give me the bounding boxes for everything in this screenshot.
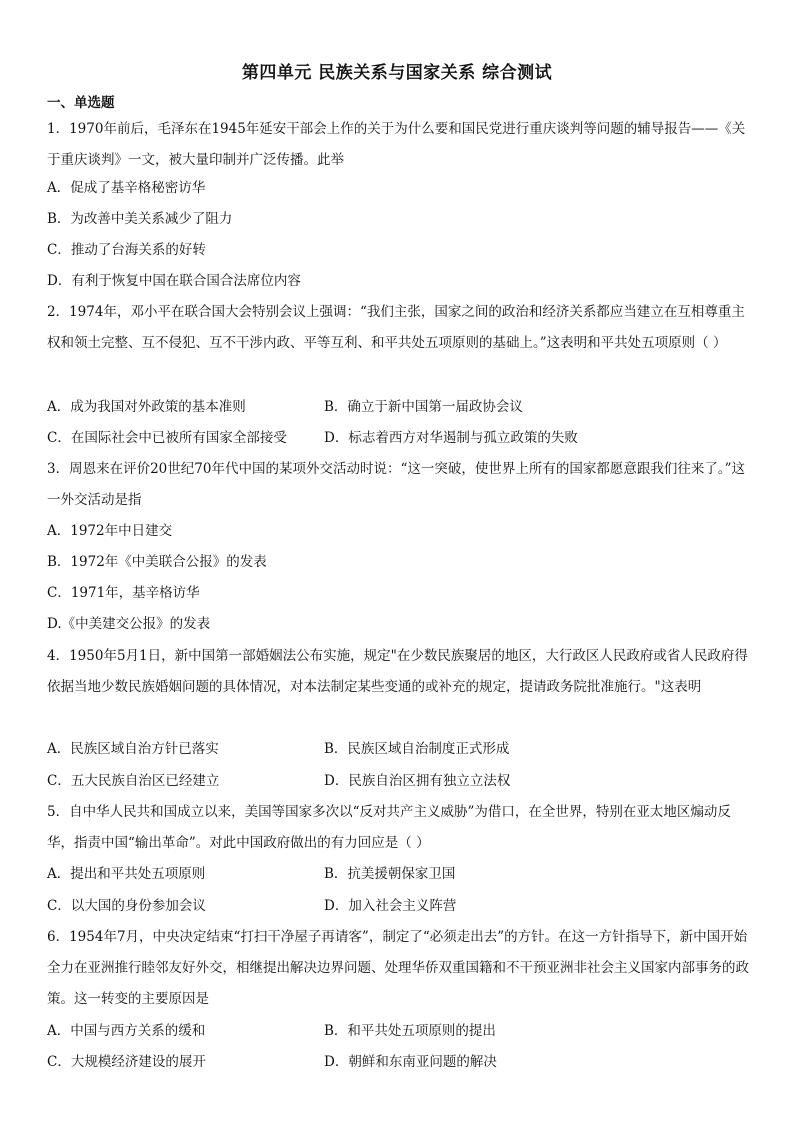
- page-title: 第四单元 民族关系与国家关系 综合测试: [241, 63, 553, 83]
- question-4-option-b: B．民族区域自治制度正式形成: [324, 741, 510, 757]
- question-3-stem: 3．周恩来在评价20世纪70年代中国的某项外交活动时说：“这一突破，使世界上所有的国家都愿意跟我们往来了。”这一外交活动是指: [47, 461, 745, 508]
- question-6-option-a: A．中国与西方关系的缓和: [47, 1023, 206, 1039]
- question-3-option-a: A．1972年中日建交: [47, 523, 173, 539]
- question-1-option-d: D．有利于恢复中国在联合国合法席位内容: [47, 273, 301, 289]
- question-1-option-b: B．为改善中美关系减少了阻力: [47, 211, 233, 227]
- question-3-option-c: C．1971年，基辛格访华: [47, 585, 200, 601]
- question-5-option-c: C．以大国的身份参加会议: [47, 898, 206, 914]
- question-3-option-b: B．1972年《中美联合公报》的发表: [47, 554, 267, 570]
- question-2-option-b: B．确立于新中国第一届政协会议: [324, 399, 523, 415]
- question-6-option-c: C．大规模经济建设的展开: [47, 1054, 206, 1070]
- question-6-option-b: B．和平共处五项原则的提出: [324, 1023, 496, 1039]
- question-4-option-c: C．五大民族自治区已经建立: [47, 773, 220, 789]
- question-6-option-d: D．朝鲜和东南亚问题的解决: [324, 1054, 497, 1070]
- question-1-stem: 1．1970年前后，毛泽东在1945年延安干部会上作的关于为什么要和国民党进行重庆谈判等问题的辅导报告——《关于重庆谈判》一文，被大量印制并广泛传播。此举: [47, 121, 746, 168]
- section-heading: 一、单选题: [47, 95, 115, 111]
- question-4-stem: 4．1950年5月1日，新中国第一部婚姻法公布实施，规定"在少数民族聚居的地区，大行政区人民政府或省人民政府得依据当地少数民族婚姻问题的具体情况，对本法制定某些变通的或补充的规定，提请政务院批准施行。"这表明: [47, 648, 748, 695]
- question-2-option-c: C．在国际社会中已被所有国家全部接受: [47, 430, 287, 446]
- question-4-option-a: A．民族区域自治方针已落实: [47, 741, 219, 757]
- question-2-option-a: A．成为我国对外政策的基本准则: [47, 399, 246, 415]
- question-5-option-a: A．提出和平共处五项原则: [47, 866, 206, 882]
- question-1-option-a: A．促成了基辛格秘密访华: [47, 180, 206, 196]
- question-2-option-d: D．标志着西方对华遏制与孤立政策的失败: [324, 430, 578, 446]
- question-5-stem: 5．自中华人民共和国成立以来，美国等国家多次以“反对共产主义威胁”为借口，在全世界，特别在亚太地区煽动反华，指责中国“输出革命”。对此中国政府做出的有力回应是（ ）: [47, 804, 731, 851]
- question-2-stem: 2．1974年，邓小平在联合国大会特别会议上强调：“我们主张，国家之间的政治和经济关系都应当建立在互相尊重主权和领土完整、互不侵犯、互不干涉内政、平等互利、和平共处五项原则的基础上。”这表明和平共处五项原则（ ）: [47, 304, 745, 351]
- question-1-option-c: C．推动了台海关系的好转: [47, 242, 206, 258]
- question-3-option-d: D.《中美建交公报》的发表: [47, 616, 211, 632]
- question-6-stem: 6．1954年7月，中央决定结束“打扫干净屋子再请客”，制定了“必须走出去”的方针。在这一方针指导下，新中国开始全力在亚洲推行睦邻友好外交，相继提出解决边界问题、处理华侨双重国籍和不干预亚洲非社会主义国家内部事务的政策。这一转变的主要原因是: [47, 929, 749, 1007]
- question-4-option-d: D．民族自治区拥有独立立法权: [324, 773, 511, 789]
- question-5-option-b: B．抗美援朝保家卫国: [324, 866, 456, 882]
- question-5-option-d: D．加入社会主义阵营: [324, 898, 457, 914]
